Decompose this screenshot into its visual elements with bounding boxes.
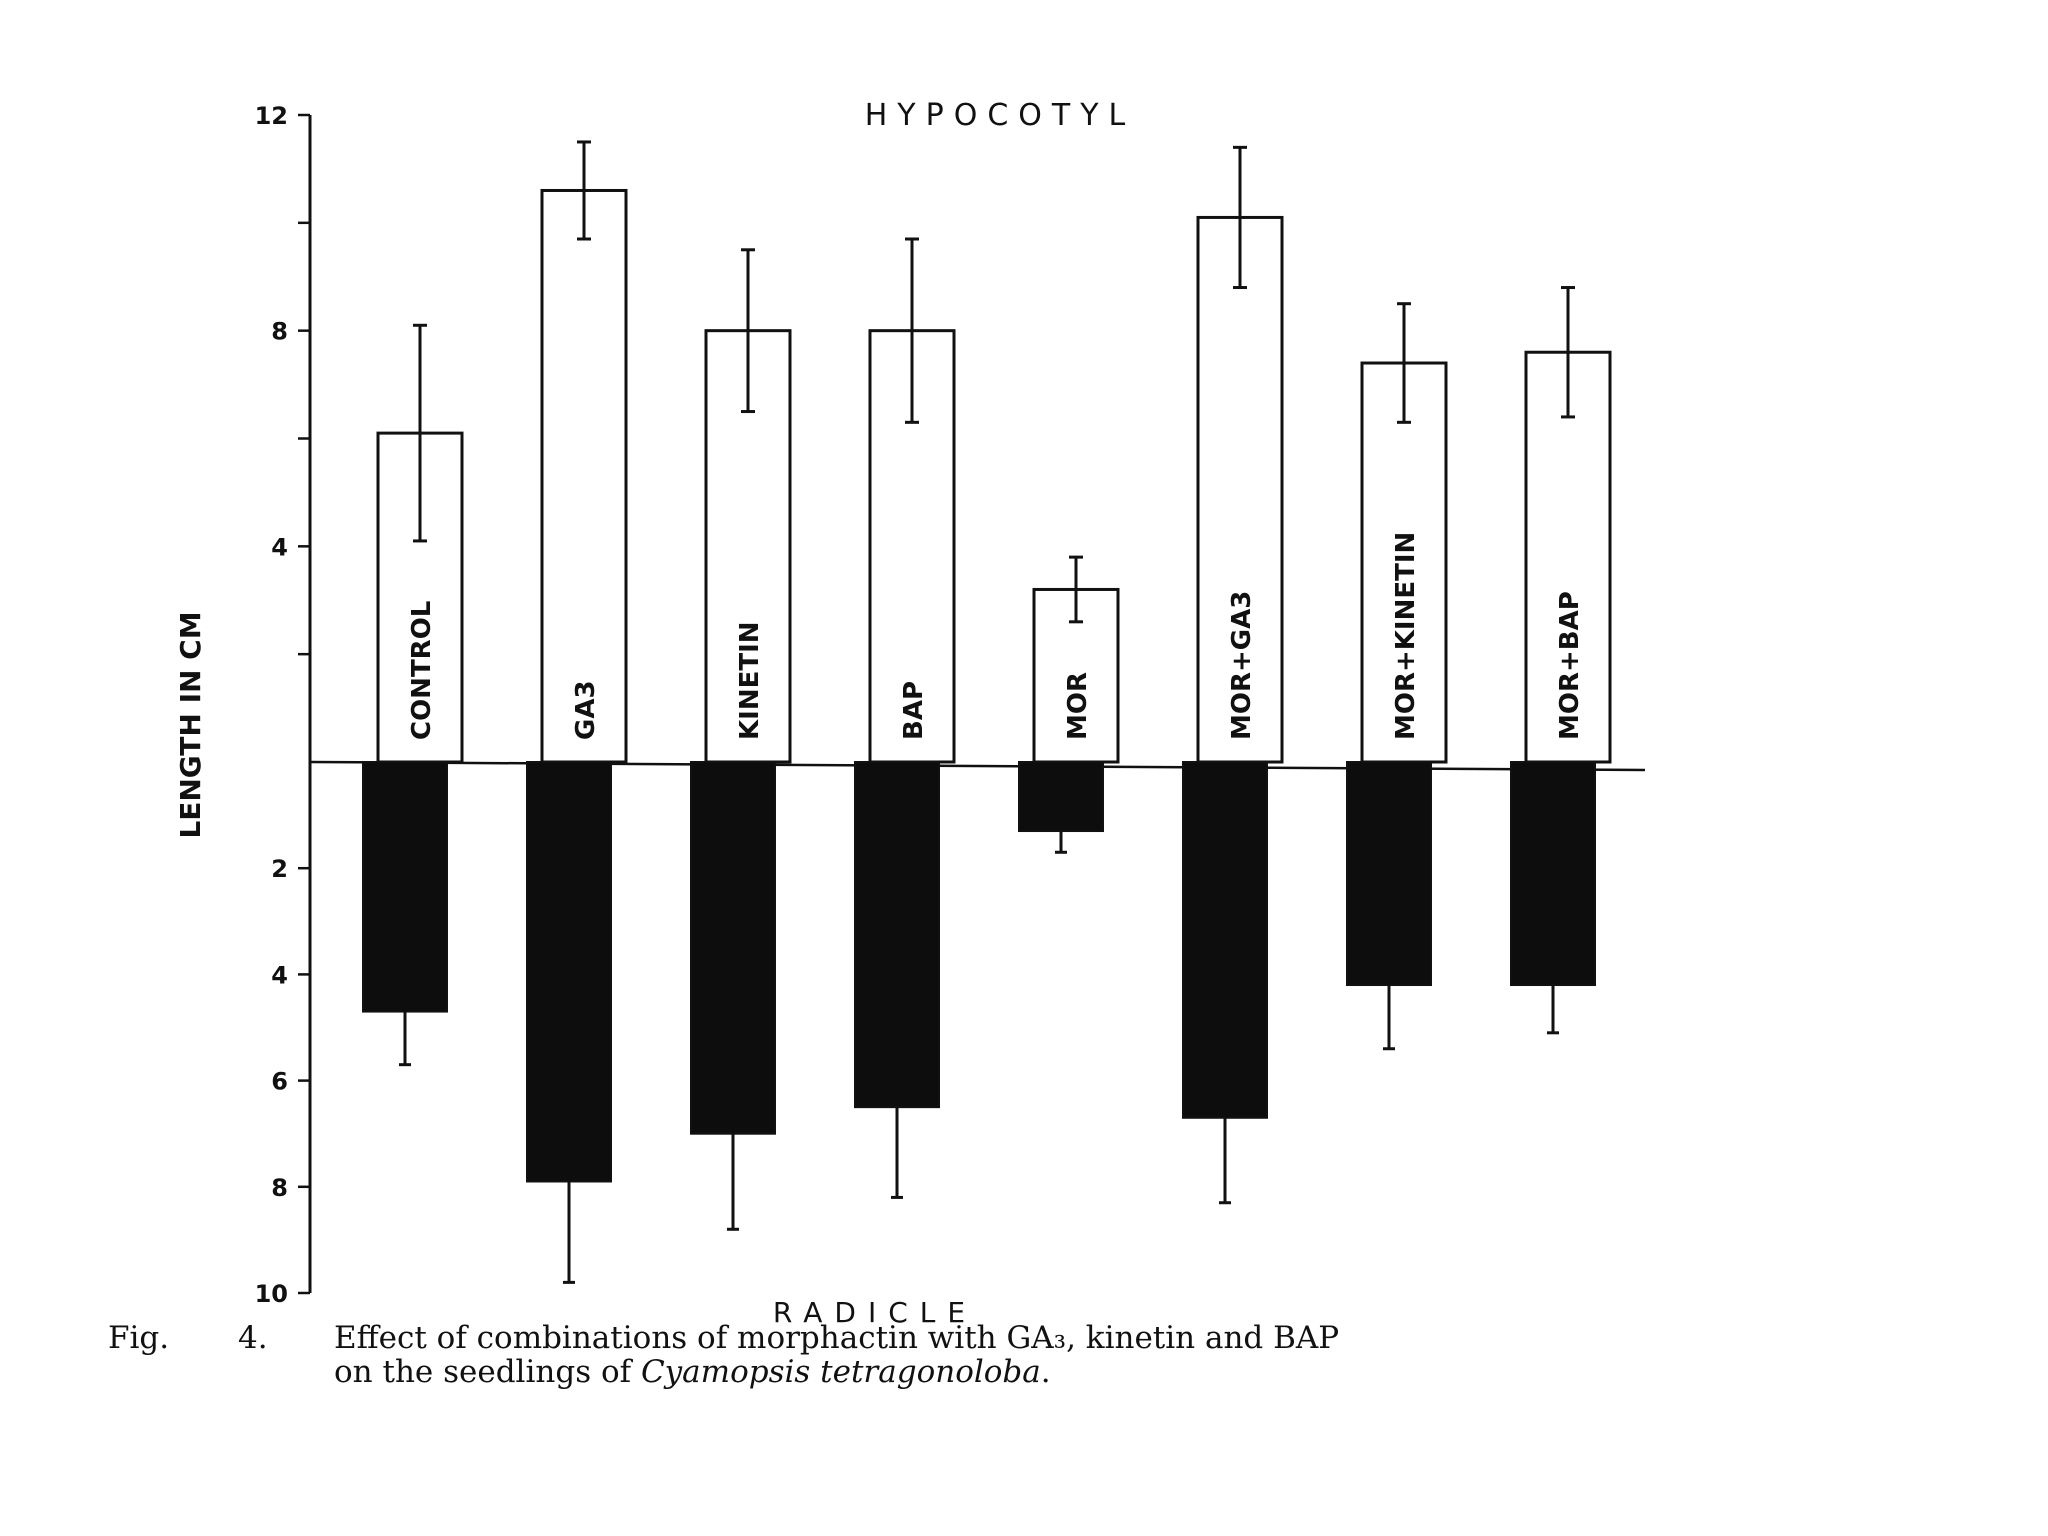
radicle-bar bbox=[691, 762, 775, 1134]
radicle-bar bbox=[1183, 762, 1267, 1118]
radicle-bar bbox=[1347, 762, 1431, 985]
category-label: MOR+GA3 bbox=[1227, 590, 1257, 740]
chart-title-radicle: RADICLE bbox=[772, 1296, 978, 1329]
chart-title-hypocotyl: HYPOCOTYL bbox=[864, 98, 1136, 133]
radicle-bar bbox=[363, 762, 447, 1012]
lower-tick-label: 4 bbox=[271, 961, 288, 990]
upper-tick-label: 8 bbox=[271, 317, 288, 346]
upper-tick-label: 12 bbox=[254, 102, 288, 130]
lower-tick-label: 6 bbox=[271, 1067, 288, 1096]
radicle-bar bbox=[855, 762, 939, 1107]
category-label: MOR+KINETIN bbox=[1391, 531, 1421, 740]
lower-tick-label: 8 bbox=[271, 1173, 288, 1202]
category-label: MOR bbox=[1063, 672, 1093, 740]
lower-tick-label: 10 bbox=[254, 1280, 288, 1308]
category-label: GA3 bbox=[571, 680, 601, 740]
caption-fig-label: Fig. bbox=[108, 1320, 170, 1356]
radicle-bar bbox=[1019, 762, 1103, 831]
category-label: BAP bbox=[899, 681, 929, 740]
caption-line-2: on the seedlings of Cyamopsis tetragonoloba. bbox=[334, 1354, 1051, 1390]
lower-tick-label: 2 bbox=[271, 855, 288, 884]
y-axis-label: LENGTH IN CM bbox=[174, 611, 207, 839]
category-label: KINETIN bbox=[735, 621, 765, 740]
category-label: CONTROL bbox=[407, 600, 437, 740]
radicle-bar bbox=[527, 762, 611, 1181]
caption-line-1: Effect of combinations of morphactin with GA₃, kinetin and BAP bbox=[334, 1320, 1340, 1356]
upper-tick-label: 4 bbox=[271, 533, 288, 562]
hypocotyl-bar bbox=[542, 190, 626, 762]
radicle-bar bbox=[1511, 762, 1595, 985]
category-label: MOR+BAP bbox=[1555, 591, 1585, 740]
caption-fig-number: 4. bbox=[238, 1320, 268, 1356]
